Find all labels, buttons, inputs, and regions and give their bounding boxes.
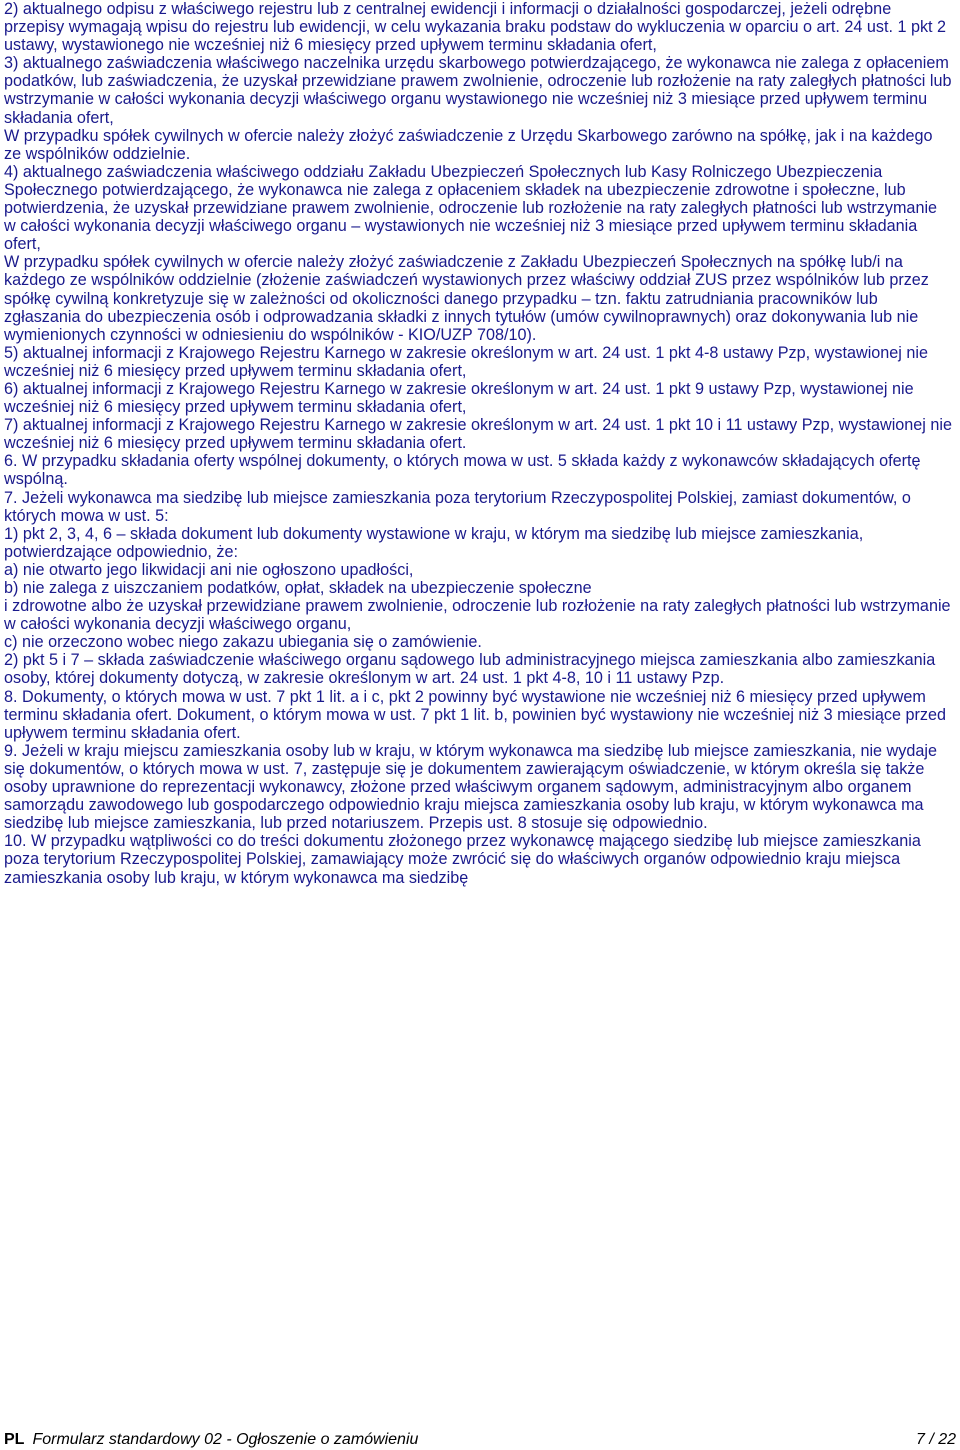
paragraph: 7) aktualnej informacji z Krajowego Rejestru Karnego w zakresie określonym w art. 24 ust. 1 pkt 10 i 11 ustawy Pzp, wystawionej nie wcześniej niż 6 miesięcy przed upływem terminu składania ofert.	[4, 416, 953, 453]
paragraph: 2) pkt 5 i 7 – składa zaświadczenie właściwego organu sądowego lub administracyjnego miejsca zamieszkania albo zamieszkania osoby, której dokumenty dotyczą, w zakresie określonym w art. 24 ust. 1 pkt 4-8, 10 i 11 ustawy Pzp.	[4, 651, 936, 688]
paragraph: 2) aktualnego odpisu z właściwego rejestru lub z centralnej ewidencji i informacji o działalności gospodarczej, jeżeli odrębne przepisy wymagają wpisu do rejestru lub ewidencji, w celu wykazania braku podstaw do wykluczenia w oparciu o art. 24 ust. 1 pkt 2 ustawy, wystawionego nie wcześniej niż 6 miesięcy przed upływem terminu składania ofert,	[4, 0, 947, 55]
paragraph: 4) aktualnego zaświadczenia właściwego oddziału Zakładu Ubezpieczeń Społecznych lub Kasy Rolniczego Ubezpieczenia Społecznego potwierdzającego, że wykonawca nie zalega z opłaceniem składek na ubezpieczenie zdrowotne i społeczne, lub potwierdzenia, że uzyskał przewidziane prawem zwolnienie, odroczenie lub rozłożenie na raty zaległych płatności lub wstrzymanie w całości wykonania decyzji właściwego organu – wystawionych nie wcześniej niż 3 miesiące przed upływem terminu składania ofert,	[4, 162, 938, 254]
form-title: Formularz standardowy 02 - Ogłoszenie o zamówieniu	[32, 1431, 419, 1448]
document-body	[4, 0, 952, 887]
paragraph: 1) pkt 2, 3, 4, 6 – składa dokument lub dokumenty wystawione w kraju, w którym ma siedzibę lub miejsce zamieszkania, potwierdzające odpowiednio, że:	[4, 524, 864, 561]
page-number: 7 / 22	[915, 1431, 956, 1448]
language-code: PL	[4, 1431, 25, 1448]
paragraph: 6) aktualnej informacji z Krajowego Rejestru Karnego w zakresie określonym w art. 24 ust. 1 pkt 9 ustawy Pzp, wystawionej nie wcześniej niż 6 miesięcy przed upływem terminu składania ofert,	[4, 379, 914, 417]
paragraph: W przypadku spółek cywilnych w ofercie należy złożyć zaświadczenie z Urzędu Skarbowego zarówno na spółkę, jak i na każdego ze wspólników oddzielnie.	[4, 126, 933, 163]
paragraph: 3) aktualnego zaświadczenia właściwego naczelnika urzędu skarbowego potwierdzającego, że wykonawca nie zalega z opłaceniem podatków, lub zaświadczenia, że uzyskał przewidziane prawem zwolnienie, odroczenie lub rozłożenie na raty zaległych płatności lub wstrzymanie w całości wykonania decyzji właściwego organu wystawionego nie wcześniej niż 3 miesiące przed upływem terminu składania ofert,	[4, 54, 952, 127]
paragraph: 8. Dokumenty, o których mowa w ust. 7 pkt 1 lit. a i c, pkt 2 powinny być wystawione nie wcześniej niż 6 miesięcy przed upływem terminu składania ofert. Dokument, o którym mowa w ust. 7 pkt 1 lit. b, powinien być wystawiony nie wcześniej niż 3 miesiące przed upływem terminu składania ofert.	[4, 687, 946, 742]
paragraph: 10. W przypadku wątpliwości co do treści dokumentu złożonego przez wykonawcę mającego siedzibę lub miejsce zamieszkania poza terytorium Rzeczypospolitej Polskiej, zamawiający może zwrócić się do właściwych organów odpowiednio kraju miejsca zamieszkania osoby lub kraju, w którym wykonawca ma siedzibę	[4, 832, 921, 887]
paragraph: 5) aktualnej informacji z Krajowego Rejestru Karnego w zakresie określonym w art. 24 ust. 1 pkt 4-8 ustawy Pzp, wystawionej nie wcześniej niż 6 miesięcy przed upływem terminu składania ofert,	[4, 343, 928, 380]
page-footer	[4, 1430, 956, 1450]
paragraph: 7. Jeżeli wykonawca ma siedzibę lub miejsce zamieszkania poza terytorium Rzeczypospolitej Polskiej, zamiast dokumentów, o których mowa w ust. 5:	[4, 488, 911, 525]
paragraph: b) nie zalega z uiszczaniem podatków, opłat, składek na ubezpieczenie społeczne i zdrowotne albo że uzyskał przewidziane prawem zwolnienie, odroczenie lub rozłożenie na raty zaległych płatności lub wstrzymanie w całości wykonania decyzji właściwego organu,	[4, 579, 951, 634]
paragraph: 9. Jeżeli w kraju miejscu zamieszkania osoby lub w kraju, w którym wykonawca ma siedzibę lub miejsce zamieszkania, nie wydaje się dokumentów, o których mowa w ust. 7, zastępuje się je dokumentem zawierającym oświadczenie, w którym określa się także osoby uprawnione do reprezentacji wykonawcy, złożone przed właściwym organem sądowym, administracyjnym albo organem samorządu zawodowego lub gospodarczego odpowiednio kraju miejsca zamieszkania osoby lub kraju, w którym wykonawca ma siedzibę lub miejsce zamieszkania, lub przed notariuszem. Przepis ust. 8 stosuje się odpowiednio.	[4, 741, 937, 833]
paragraph: 6. W przypadku składania oferty wspólnej dokumenty, o których mowa w ust. 5 składa każdy z wykonawców składających ofertę wspólną.	[4, 452, 921, 489]
paragraph: W przypadku spółek cywilnych w ofercie należy złożyć zaświadczenie z Zakładu Ubezpieczeń Społecznych na spółkę lub/i na każdego ze wspólników oddzielnie (złożenie zaświadczeń wystawionych przez właściwy oddział ZUS przez wspólników lub przez spółkę cywilną konkretyzuje się w zależności od okoliczności danego przypadku – tzn. faktu zatrudniania pracowników lub zgłaszania do ubezpieczenia osób i odprowadzania składki z innych tytułów (umów cywilnoprawnych) oraz dokonywania lub nie wymienionych czynności w odniesieniu do wspólników - KIO/UZP 708/10).	[4, 253, 929, 344]
paragraph: a) nie otwarto jego likwidacji ani nie ogłoszono upadłości,	[4, 560, 414, 579]
paragraph: c) nie orzeczono wobec niego zakazu ubiegania się o zamówienie.	[4, 633, 482, 652]
